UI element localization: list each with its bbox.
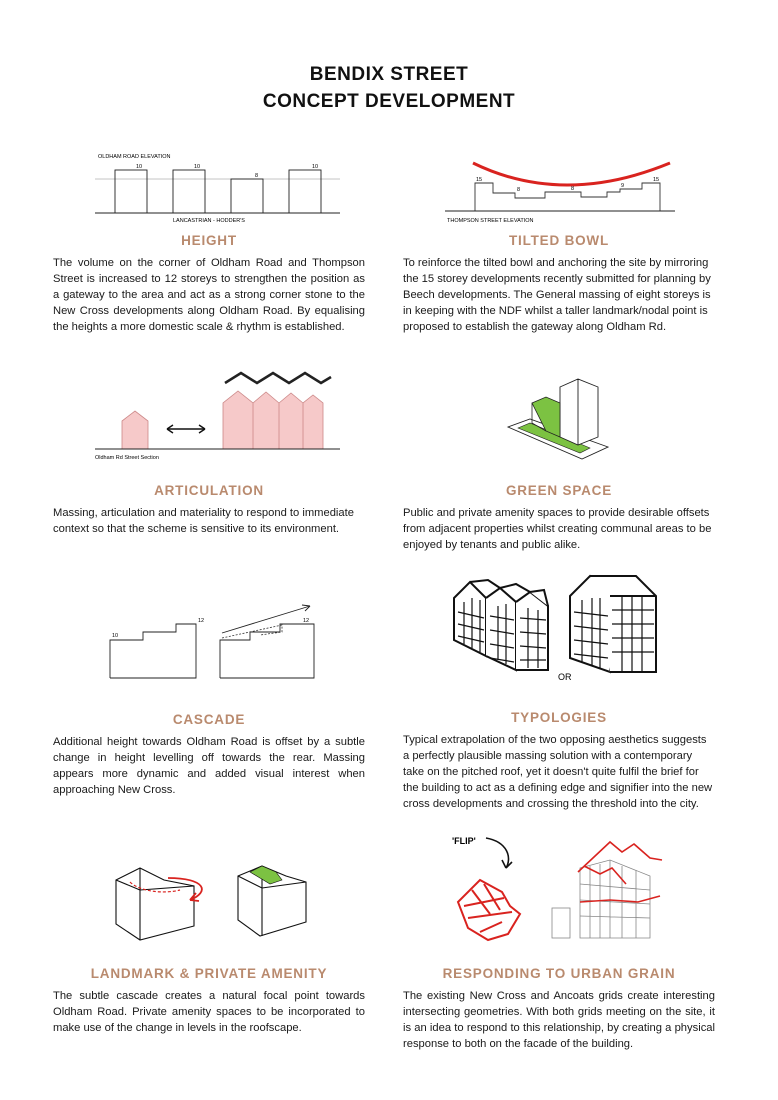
articulation-figure [95,365,350,465]
building-block [115,170,147,213]
page-title: BENDIX STREET [309,64,469,85]
section-landmark [53,966,365,1036]
section-heading: TYPOLOGIES [511,710,607,725]
cascade-sloped-block [220,624,314,678]
fig-caption: Oldham Rd Street Section [95,455,159,461]
storey-label: 8 [517,187,521,193]
section-urban-grain [403,966,715,1052]
pitched-roof-terrace [454,580,548,670]
storey-label: 10 [112,633,119,639]
section-cascade [53,712,365,798]
bowl-curve [473,163,670,185]
building-block [231,179,263,213]
storey-label: 15 [476,177,483,183]
section-green-space [403,483,715,553]
section-body: To reinforce the tilted bowl and anchoring the site by mirroring the 15 storey developments recently submitted for planning by Beech developments. The General massing of eight storeys is in keeping with the NDF whilst a taller landmark/nodal point is proposed to establish the gateway along Oldham Rd. [403,257,711,333]
fig-label-bottom: LANCASTRIAN - HODDER'S [173,218,245,224]
cascade-stepped-block [110,624,196,678]
cascade-figure [110,600,340,680]
section-body: The subtle cascade creates a natural focal point towards Oldham Road. Private amenity spaces to be incorporated to make use of the change in levels in the roofscape. [53,990,365,1034]
perspective-building [552,860,650,938]
section-typologies [403,710,715,812]
section-body: The volume on the corner of Oldham Road and Thompson Street is increased to 12 storeys to strengthen the position as a gateway to the area and act as a strong corner stone to the New Cross developments along Oldham Road. By equalising the heights a more domestic scale & rhythm is established. [53,257,365,333]
storey-label: 8 [571,186,575,192]
street-elevation [445,183,675,211]
storey-label: 10 [194,164,201,170]
height-elevation-figure [95,150,340,225]
section-heading: HEIGHT [181,233,237,248]
fig-caption: OLDHAM ROAD ELEVATION [98,154,171,160]
section-heading: ARTICULATION [154,483,264,498]
page-subtitle: CONCEPT DEVELOPMENT [262,91,516,112]
section-heading: LANDMARK & PRIVATE AMENITY [90,966,328,981]
tilted-bowl-figure [445,155,675,230]
section-heading: RESPONDING TO URBAN GRAIN [442,966,676,981]
storey-label: 10 [312,164,319,170]
section-body: The existing New Cross and Ancoats grids create interesting intersecting geometries. With both grids meeting on the site, it is an idea to respond to this relationship, by creating a physical response to both on the facade of the building. [403,990,715,1050]
section-body: Public and private amenity spaces to provide desirable offsets from adjacent properties whilst creating communal areas to be enjoyed by tenants and public alike. [403,507,712,551]
section-tilted-bowl [403,233,715,335]
typologies-figure [450,572,675,687]
storey-label: 15 [653,177,660,183]
building-block [289,170,321,213]
urban-grain-figure [450,830,680,945]
section-body: Additional height towards Oldham Road is offset by a subtle change in height levelling off towards the rear. Massing appears more dynamic and added visual interest when approaching New Cross. [53,736,365,796]
fig-caption: THOMPSON STREET ELEVATION [447,218,534,224]
section-heading: CASCADE [172,712,246,727]
storey-label: 12 [198,618,205,624]
flip-arrow [486,838,509,868]
landmark-figure [110,860,340,945]
section-heading: GREEN SPACE [505,483,613,498]
section-height [53,233,365,335]
section-articulation [53,483,365,537]
storey-label: 8 [255,173,259,179]
terrace-block [223,391,323,449]
small-house [122,411,148,449]
building-block [173,170,205,213]
storey-label: 12 [303,618,310,624]
section-body: Massing, articulation and materiality to respond to immediate context so that the scheme is sensitive to its environment. [53,507,354,535]
zigzag-roofline [225,373,331,383]
section-body: Typical extrapolation of the two opposing aesthetics suggests a perfectly plausible massing solution with a contemporary take on the pitched roof, yet it doesn't quite fulfil the brief for the building to act as a defining edge and signifier into the new cross developments and crossing the threshold into the city. [403,734,713,810]
section-heading: TILTED BOWL [508,233,610,248]
flip-label: 'FLIP' [452,836,476,846]
storey-label: 10 [136,164,143,170]
storey-label: 9 [621,183,625,189]
building-volume [560,379,598,445]
or-label: OR [558,672,572,682]
green-space-figure [500,375,630,470]
red-facade-grid [458,880,520,940]
